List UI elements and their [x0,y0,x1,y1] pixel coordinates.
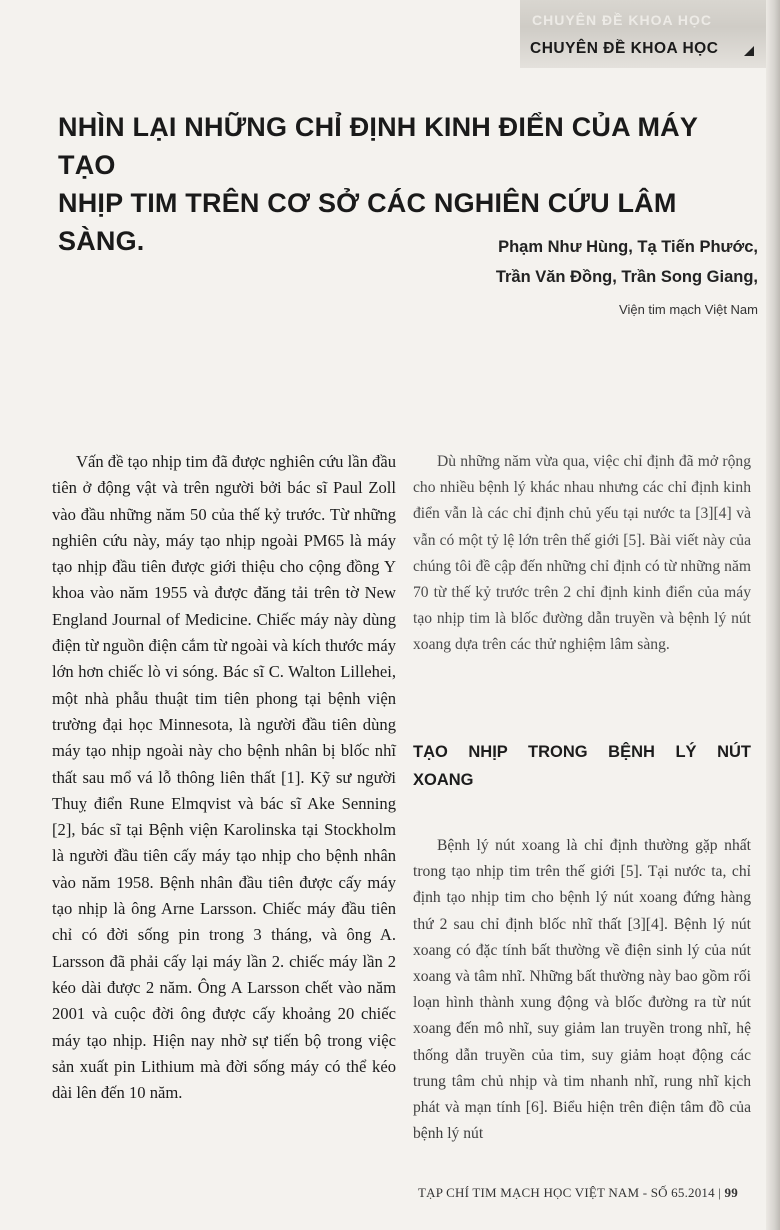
right-column-bottom [413,833,751,1147]
left-column [52,449,396,1106]
section-header-faded: CHUYÊN ĐỀ KHOA HỌC [532,12,713,28]
affiliation: Viện tim mạch Việt Nam [619,302,758,317]
page-edge-shadow [766,0,780,1230]
section-heading: TẠO NHỊP TRONG BỆNH LÝ NÚT XOANG [413,743,751,789]
authors-line2: Trần Văn Đồng, Trần Song Giang, [495,268,758,286]
footer-separator: | [718,1185,722,1200]
page-footer [418,1185,758,1201]
section-header-title: CHUYÊN ĐỀ KHOA HỌC [530,40,719,57]
author-list [378,232,758,292]
scope-paragraph: Dù những năm vừa qua, việc chỉ định đã mở rộng cho nhiều bệnh lý khác nhau nhưng các chỉ định kinh điển vẫn là các chỉ định chủ yếu tại nước ta [3][4] và vẫn có một tỷ lệ lớn trên thế giới [5]. Bài viết này của chúng tôi đề cập đến những chỉ định có từ những năm 70 từ thế kỷ trước trên 2 chỉ định kinh điển của máy tạo nhịp tim là blốc đường dẫn truyền và bệnh lý nút xoang dựa trên các thử nghiệm lâm sàng. [413,453,751,654]
sinus-node-paragraph: Bệnh lý nút xoang là chỉ định thường gặp nhất trong tạo nhịp tim trên thế giới [5]. Tại nước ta, chỉ định tạo nhịp tim cho bệnh lý nút xoang đứng hàng thứ 2 sau chỉ định blốc nhĩ thất [3][4]. Bệnh lý nút xoang có đặc tính bất thường về điện sinh lý của nút xoang và tâm nhĩ. Những bất thường này bao gồm rối loạn hình thành xung động và blốc đường ra từ nút xoang đến mô nhĩ, suy giảm lan truyền trong nhĩ, hệ thống dẫn truyền của tim, suy giảm hoạt động các trung tâm chủ nhịp và tim nhanh nhĩ, rung nhĩ kịch phát và mạn tính [6]. Biểu hiện trên điện tâm đồ của bệnh lý nút [413,837,751,1143]
authors-line1: Phạm Như Hùng, Tạ Tiến Phước, [498,238,758,256]
corner-triangle-icon [744,46,754,56]
intro-paragraph: Vấn đề tạo nhịp tim đã được nghiên cứu lần đầu tiên ở động vật và trên người bởi bác sĩ Paul Zoll vào đầu những năm 50 của thế kỷ trước. Từ những nghiên cứu này, máy tạo nhịp ngoài PM65 là máy tạo nhịp đầu tiên được giới thiệu cho cộng đồng Y khoa vào năm 1955 và được đăng tải trên tờ New England Journal of Medicine. Chiếc máy này dùng điện từ nguồn điện cắm từ ngoài và kích thước máy lớn hơn chiếc lò vi sóng. Bác sĩ C. Walton Lillehei, một nhà phẫu thuật tim tiên phong tại bệnh viện trường đại học Minnesota, là người đầu tiên dùng máy tạo nhịp ngoài này cho bệnh nhân bị blốc nhĩ thất sau mổ vá lỗ thông liên thất [1]. Kỹ sư người Thuỵ điển Rune Elmqvist và bác sĩ Ake Senning [2], bác sĩ tại Bệnh viện Karolinska tại Stockholm là người đầu tiên cấy máy tạo nhịp cho bệnh nhân vào năm 1958. Bệnh nhân đầu tiên được cấy máy tạo nhịp là ông Arne Larsson. Chiếc máy đầu tiên chỉ có đời sống pin trong 3 tháng, và ông A. Larsson đã phải cấy lại máy lần 2. chiếc máy lần 2 kéo dài được 2 năm. Ông A Larsson chết vào năm 2001 và cuộc đời ông được cấy khoảng 20 chiếc máy tạo nhịp. Hiện nay nhờ sự tiến bộ trong việc sản xuất pin Lithium mà đời sống máy có thể kéo dài lên đến 10 năm. [52,452,396,1103]
right-column-top [413,449,751,659]
journal-name: TẠP CHÍ TIM MẠCH HỌC VIỆT NAM - SỐ 65.2014 [418,1185,715,1200]
article-title-line1: NHÌN LẠI NHỮNG CHỈ ĐỊNH KINH ĐIỂN CỦA MÁY TẠO [58,112,698,180]
page-number: 99 [724,1185,738,1200]
article-title-line2: NHỊP TIM TRÊN CƠ SỞ CÁC NGHIÊN CỨU LÂM SÀNG. [58,188,677,256]
